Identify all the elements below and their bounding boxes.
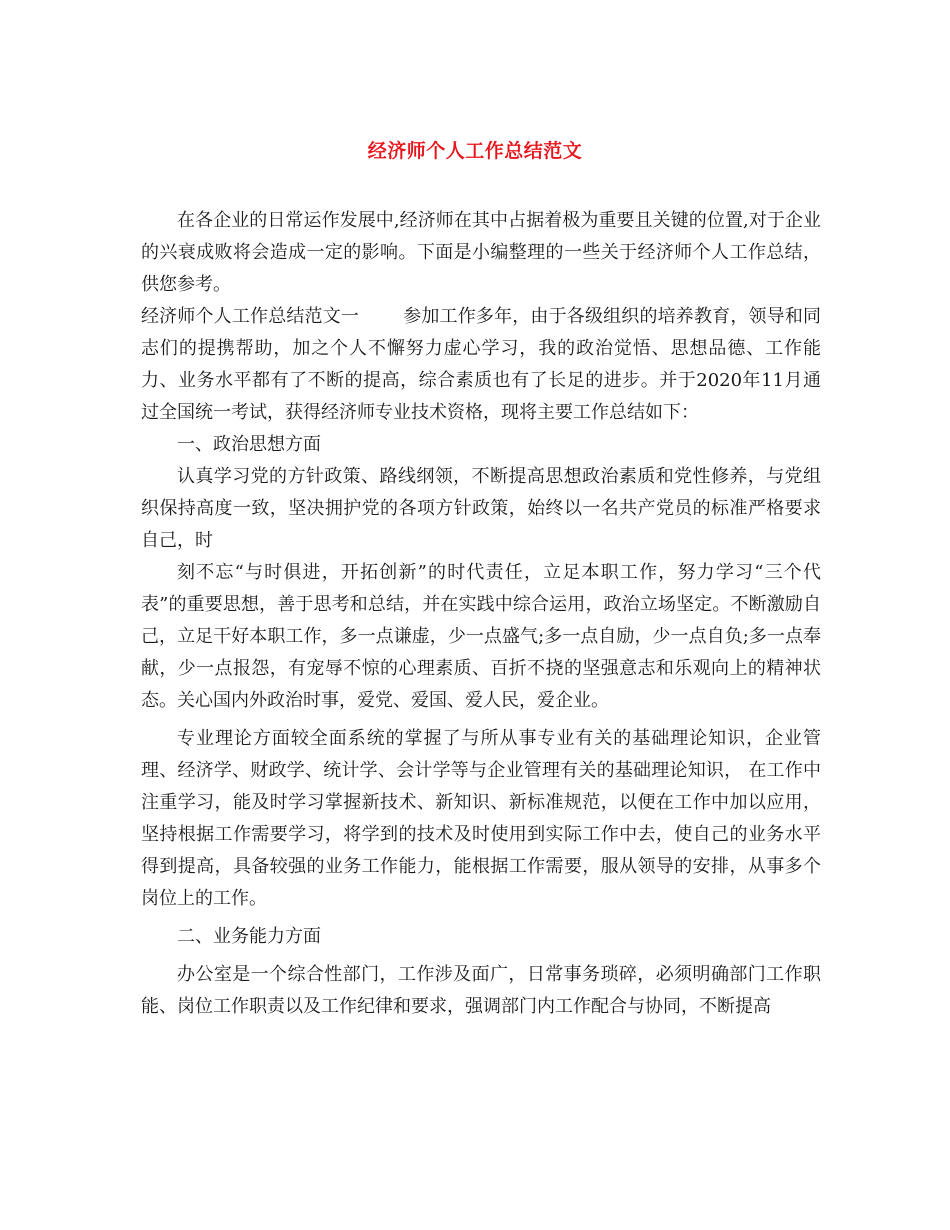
section1-heading: 一、政治思想方面 <box>177 434 321 455</box>
fan1-paragraph <box>141 301 821 429</box>
section2-heading: 二、业务能力方面 <box>177 926 321 947</box>
fan1-heading: 经济师个人工作总结范文一 <box>141 306 360 327</box>
section1-paragraph-1: 认真学习党的方针政策、路线纲领，不断提高思想政治素质和党性修养，与党组织保持高度一致，坚决拥护党的各项方针政策，始终以一名共产党员的标准严格要求自己，时 <box>141 466 821 551</box>
document-body <box>141 205 821 1023</box>
section1-paragraph-2: 刻不忘“与时俱进，开拓创新”的时代责任，立足本职工作，努力学习“三个代表”的重要思想，善于思考和总结，并在实践中综合运用，政治立场坚定。不断激励自己，立足干好本职工作，多一点谦虚，少一点盛气;多一点自励，少一点自负;多一点奉献，少一点报怨，有宠辱不惊的心理素质、百折不挠的坚强意志和乐观向上的精神状态。关心国内外政治时事，爱党、爱国、爱人民，爱企业。 <box>141 562 821 711</box>
section2-paragraph-1: 办公室是一个综合性部门，工作涉及面广，日常事务琐碎，必须明确部门工作职能、岗位工作职责以及工作纪律和要求，强调部门内工作配合与协同，不断提高 <box>141 964 821 1017</box>
intro-paragraph: 在各企业的日常运作发展中,经济师在其中占据着极为重要且关键的位置,对于企业的兴衰成败将会造成一定的影响。下面是小编整理的一些关于经济师个人工作总结，供您参考。 <box>141 210 821 295</box>
document-title: 经济师个人工作总结范文 <box>367 140 583 162</box>
section1-paragraph-3: 专业理论方面较全面系统的掌握了与所从事专业有关的基础理论知识，企业管理、经济学、财政学、统计学、会计学等与企业管理有关的基础理论知识， 在工作中注重学习，能及时学习掌握新技术、新知识、新标准规范，以便在工作中加以应用，坚持根据工作需要学习，将学到的技术及时使用到实际工作中去，使自己的业务水平得到提高，具备较强的业务工作能力，能根据工作需要，服从领导的安排，从事多个岗位上的工作。 <box>141 728 821 909</box>
fan1-text: 参加工作多年，由于各级组织的培养教育，领导和同志们的提携帮助，加之个人不懈努力虚心学习，我的政治觉悟、思想品德、工作能力、业务水平都有了不断的提高，综合素质也有了长足的进步。并于2020年11月通过全国统一考试，获得经济师专业技术资格，现将主要工作总结如下： <box>141 306 822 423</box>
